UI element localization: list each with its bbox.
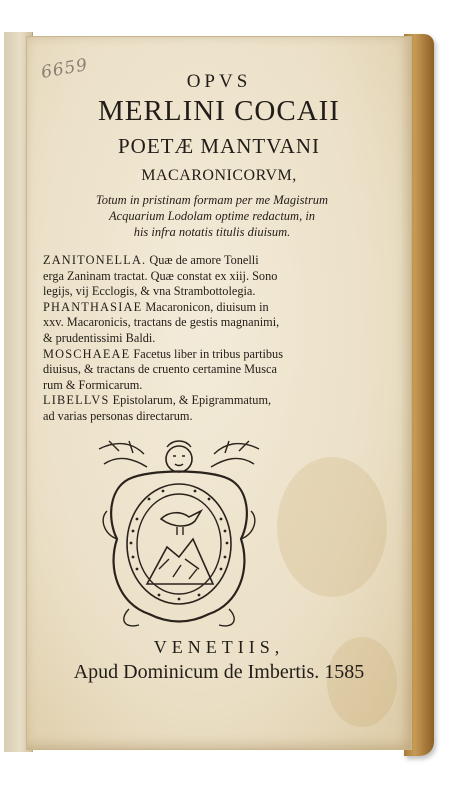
foliage-left — [99, 441, 147, 467]
foliage-right — [211, 441, 259, 467]
mask-icon — [166, 446, 192, 472]
imprint-publisher: Apud Dominicum de Imbertis. 1585 — [73, 661, 365, 683]
title-poet: POETÆ MANTVANI — [117, 134, 321, 158]
imprint-place: VENETIIS, — [153, 637, 285, 657]
entry-text: diuisus, & tractans de cruento certamine Musca — [43, 362, 277, 377]
entry-text: Epistolarum, & Epigrammatum, — [109, 393, 272, 408]
entry-text: xxv. Macaronicis, tractans de gestis magnanimi, — [43, 315, 280, 330]
entry-text: Facetus liber in tribus partibus — [130, 346, 283, 361]
entry-text: rum & Formicarum. — [43, 377, 143, 392]
title-page — [26, 36, 412, 750]
bird-icon — [161, 511, 201, 526]
mountain-hatching — [159, 559, 199, 579]
entry-text: ad varias personas directarum. — [43, 408, 193, 423]
title-genre: MACARONICORVM, — [141, 167, 297, 184]
entry-lead: MOSCHAEAE — [43, 346, 131, 361]
entry-text: Quæ de amore Tonelli — [146, 253, 259, 267]
bird-legs — [177, 527, 183, 535]
book — [4, 20, 456, 755]
cartouche-scroll — [124, 609, 234, 626]
cartouche-scroll — [103, 511, 255, 539]
device-oval — [127, 484, 231, 604]
mask-face — [167, 441, 191, 466]
contents-entry-zanitonella — [43, 253, 403, 300]
intro-line: his infra notatis titulis diuisum. — [133, 225, 291, 239]
manuscript-shelfmark: 6659 — [39, 55, 90, 83]
entry-text: & prudentissimi Baldi. — [43, 330, 156, 345]
entry-lead: PHANTHASIAE — [43, 299, 143, 314]
intro-text — [47, 192, 377, 240]
entry-text: legijs, vij Ecclogis, & vna Strambottolegia. — [43, 284, 256, 299]
entry-lead: LIBELLVS — [43, 393, 110, 408]
mountain-icon — [147, 539, 213, 584]
foxing-stain — [277, 457, 387, 597]
title-opus: OPVS — [186, 71, 252, 92]
title-author: MERLINI COCAII — [98, 95, 340, 127]
intro-line: Acquarium Lodolam optime redactum, in — [108, 209, 316, 223]
entry-lead: ZANITONELLA. — [43, 253, 147, 267]
contents-entry-moschaeae — [43, 347, 403, 394]
entry-text: Macaronicon, diuisum in — [142, 299, 269, 314]
entry-text: erga Zaninam tractat. Quæ constat ex xiij. Sono — [43, 268, 278, 283]
intro-line: Totum in pristinam formam per me Magistrum — [95, 193, 329, 207]
contents-entry-phanthasiae — [43, 300, 403, 347]
printers-device — [89, 419, 269, 631]
contents-list — [43, 253, 403, 425]
